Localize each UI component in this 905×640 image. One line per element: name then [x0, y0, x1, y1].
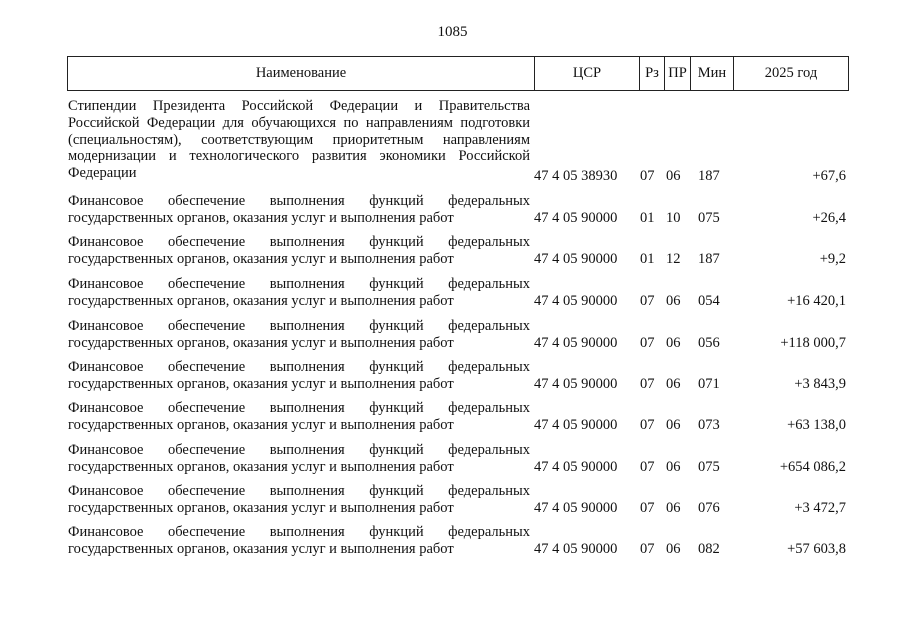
- row-name: Финансовое обеспечение выполнения функций федеральных государственных органов, оказания услуг и выполнения работ: [68, 276, 530, 309]
- row-csr: 47 4 05 90000: [534, 210, 618, 226]
- row-name: Финансовое обеспечение выполнения функций федеральных государственных органов, оказания услуг и выполнения работ: [68, 400, 530, 433]
- header-rz: Рз: [645, 65, 659, 81]
- row-rz: 01: [640, 210, 655, 226]
- row-csr: 47 4 05 90000: [534, 500, 618, 516]
- row-min: 075: [698, 210, 720, 226]
- row-pr: 12: [666, 251, 681, 267]
- row-value: +57 603,8: [787, 541, 846, 557]
- row-rz: 07: [640, 293, 655, 309]
- row-min: 073: [698, 417, 720, 433]
- header-year: 2025 год: [764, 65, 818, 81]
- header-name: Наименование: [255, 65, 347, 81]
- row-csr: 47 4 05 90000: [534, 251, 618, 267]
- row-csr: 47 4 05 90000: [534, 335, 618, 351]
- row-csr: 47 4 05 90000: [534, 541, 618, 557]
- row-min: 187: [698, 251, 720, 267]
- row-min: 076: [698, 500, 720, 516]
- row-rz: 07: [640, 168, 655, 184]
- row-rz: 07: [640, 376, 655, 392]
- header-min: Мин: [697, 65, 727, 81]
- row-value: +63 138,0: [787, 417, 846, 433]
- row-pr: 06: [666, 417, 681, 433]
- row-name: Финансовое обеспечение выполнения функций федеральных государственных органов, оказания услуг и выполнения работ: [68, 234, 530, 267]
- row-value: +16 420,1: [787, 293, 846, 309]
- row-name: Стипендии Президента Российской Федерации и Правительства Российской Федерации для обучающихся по направлениям подготовки (специальностям), соответствующим приоритетным направлениям модернизации и технологического развития экономики Российской Федерации: [68, 98, 530, 182]
- row-pr: 06: [666, 168, 681, 184]
- row-rz: 07: [640, 541, 655, 557]
- row-rz: 07: [640, 459, 655, 475]
- row-value: +26,4: [812, 210, 846, 226]
- row-rz: 01: [640, 251, 655, 267]
- row-name: Финансовое обеспечение выполнения функций федеральных государственных органов, оказания услуг и выполнения работ: [68, 524, 530, 557]
- row-value: +67,6: [812, 168, 846, 184]
- row-min: 054: [698, 293, 720, 309]
- row-pr: 06: [666, 541, 681, 557]
- row-name: Финансовое обеспечение выполнения функций федеральных государственных органов, оказания услуг и выполнения работ: [68, 483, 530, 516]
- row-pr: 06: [666, 293, 681, 309]
- row-name: Финансовое обеспечение выполнения функций федеральных государственных органов, оказания услуг и выполнения работ: [68, 318, 530, 351]
- row-rz: 07: [640, 417, 655, 433]
- row-name: Финансовое обеспечение выполнения функций федеральных государственных органов, оказания услуг и выполнения работ: [68, 359, 530, 392]
- row-csr: 47 4 05 90000: [534, 459, 618, 475]
- row-csr: 47 4 05 90000: [534, 293, 618, 309]
- row-value: +3 843,9: [794, 376, 846, 392]
- header-csr: ЦСР: [572, 65, 602, 81]
- row-min: 082: [698, 541, 720, 557]
- row-pr: 06: [666, 500, 681, 516]
- row-value: +654 086,2: [779, 459, 846, 475]
- row-value: +118 000,7: [780, 335, 846, 351]
- row-name: Финансовое обеспечение выполнения функций федеральных государственных органов, оказания услуг и выполнения работ: [68, 193, 530, 226]
- row-name: Финансовое обеспечение выполнения функций федеральных государственных органов, оказания услуг и выполнения работ: [68, 442, 530, 475]
- row-min: 071: [698, 376, 720, 392]
- row-min: 075: [698, 459, 720, 475]
- row-value: +3 472,7: [794, 500, 846, 516]
- row-pr: 06: [666, 376, 681, 392]
- row-csr: 47 4 05 90000: [534, 376, 618, 392]
- row-rz: 07: [640, 500, 655, 516]
- header-pr: ПР: [668, 65, 687, 81]
- row-min: 056: [698, 335, 720, 351]
- row-value: +9,2: [819, 251, 846, 267]
- row-csr: 47 4 05 90000: [534, 417, 618, 433]
- row-pr: 10: [666, 210, 681, 226]
- row-rz: 07: [640, 335, 655, 351]
- row-min: 187: [698, 168, 720, 184]
- row-pr: 06: [666, 459, 681, 475]
- row-csr: 47 4 05 38930: [534, 168, 618, 184]
- page-number: 1085: [437, 24, 468, 40]
- row-pr: 06: [666, 335, 681, 351]
